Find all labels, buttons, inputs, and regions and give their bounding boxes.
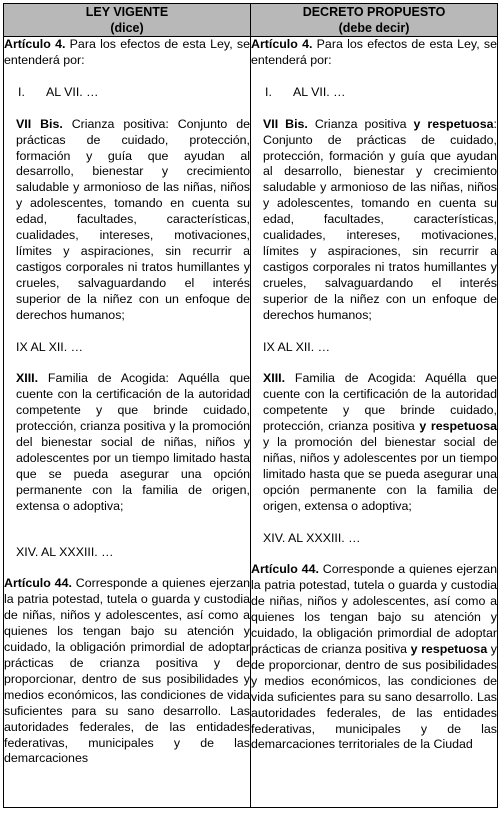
right-art4-text: Para los efectos de esta Ley, se entenderá por:: [251, 37, 497, 67]
right-art44-text-a: Corresponde a quienes ejerzan la patria potestad, tutela o guarda y custodia de niñas, niños y adolescentes, así como a quienes los tengan bajo su atención y cuidado, la obligación primordial de adoptar prácticas de crianza positiva: [251, 562, 497, 656]
left-art4-label: Artículo 4.: [4, 37, 66, 51]
left-vii-text: Crianza positiva: Conjunto de prácticas de cuidado, protección, formación y guía que ayudan al desarrollo, bienestar y crecimiento saludable y armonioso de las niñas, niños y adolescentes, tomando en cuenta su edad, facultades, características, cualidades, intereses, motivaciones, límites y aspiraciones, sin recurrir a castigos corporales ni tratos humillantes y crueles, salvaguardando el interés superior de la niñez con un enfoque de derechos humanos;: [16, 116, 250, 322]
header-right-title: DECRETO PROPUESTO: [302, 5, 446, 19]
content-row: [4, 37, 498, 808]
right-ix-text: IX AL XII. …: [263, 339, 331, 354]
header-ley-vigente: [4, 4, 251, 37]
right-column: [251, 37, 498, 808]
left-article-44: [4, 576, 250, 767]
right-fraction-i: [251, 85, 497, 101]
right-vii-text-b: : Conjunto de prácticas de cuidado, protección, formación y guía que ayudan al desarrollo, bienestar y crecimiento saludable y armonioso de las niñas, niños y adolescentes, tomando en cuenta su edad, facultades, características, cualidades, intereses, motivaciones, límites y aspiraciones, sin recurrir a castigos corporales ni tratos humillantes y crueles, salvaguardando el interés superior de la niñez con un enfoque de derechos humanos;: [263, 116, 497, 322]
header-left-subtitle: (dice): [110, 21, 144, 35]
right-art44-label: Artículo 44.: [251, 562, 319, 577]
right-xiii-amendment: y respetuosa: [419, 419, 497, 434]
right-vii-text-a: Crianza positiva: [307, 116, 414, 131]
right-i-num: I.: [265, 84, 272, 99]
right-i-text: AL VII. …: [293, 84, 346, 99]
left-fraction-xiv: [4, 545, 250, 561]
right-xiii-label: XIII.: [263, 371, 286, 386]
left-fraction-i: [4, 85, 250, 101]
right-vii-label: VII Bis.: [263, 116, 308, 131]
left-xiv-text: XIV. AL XXXIII. …: [16, 544, 114, 559]
header-left-title: LEY VIGENTE: [85, 5, 169, 19]
right-xiv-text: XIV. AL XXXIII. …: [263, 530, 361, 545]
left-ix-text: IX AL XII. …: [16, 339, 84, 354]
header-decreto-propuesto: [251, 4, 498, 37]
right-article-4: [251, 37, 497, 69]
left-i-num: I.: [18, 84, 25, 99]
left-art4-text: Para los efectos de esta Ley, se entenderá por:: [4, 37, 250, 67]
right-vii-amendment: y respetuosa: [413, 116, 494, 131]
left-article-4: [4, 37, 250, 69]
left-art44-text: Corresponde a quienes ejerzan la patria potestad, tutela o guarda y custodia de niñas, niños y adolescentes, así como a quienes los tengan bajo su atención y cuidado, la obligación primordial de adoptar prácticas de crianza positiva y de proporcionar, dentro de sus posibilidades y medios económicos, las condiciones de vida suficientes para su sano desarrollo. Las autoridades federales, de las entidades federativas, municipales y de las demarcaciones: [4, 576, 250, 766]
header-row: [4, 4, 498, 37]
left-vii-label: VII Bis.: [16, 116, 63, 131]
right-art4-label: Artículo 4.: [251, 37, 313, 51]
right-fraction-xiv: [251, 531, 497, 547]
right-fraction-ix: [251, 340, 497, 356]
right-art44-text-b: y de proporcionar, dentro de sus posibilidades y medios económicos, las condiciones de vida suficientes para su sano desarrollo. Las autoridades federales, de las entidades federativas, municipales y de las demarcaciones territoriales de la Ciudad: [251, 642, 497, 752]
left-art44-label: Artículo 44.: [4, 576, 72, 591]
header-right-subtitle: (debe decir): [338, 21, 410, 35]
comparison-table: [3, 3, 498, 808]
left-xiii-label: XIII.: [16, 371, 39, 386]
right-article-44: [251, 562, 497, 753]
left-fraction-ix: [4, 340, 250, 356]
left-fraction-vii-bis: [4, 117, 250, 324]
right-xiii-text-a: Familia de Acogida: Aquélla que cuente con la certificación de la autoridad competente y que brinde cuidado, protección, crianza positiva: [263, 371, 497, 434]
right-xiii-text-b: y la promoción del bienestar social de niñas, niños y adolescentes por un tiempo limitado hasta que se pueda asegurar una opción permanente con la familia de origen, extensa o adoptiva;: [263, 435, 497, 513]
right-art44-amendment: y respetuosa: [410, 642, 488, 656]
left-column: [4, 37, 251, 808]
right-fraction-vii-bis: [251, 117, 497, 324]
left-xiii-text: Familia de Acogida: Aquélla que cuente con la certificación de la autoridad competente y que brinde cuidado, protección, crianza positiva y la promoción del bienestar social de niñas, niños y adolescentes por un tiempo limitado hasta que se pueda asegurar una opción permanente con la familia de origen, extensa o adoptiva;: [16, 371, 250, 513]
left-fraction-xiii: [4, 371, 250, 514]
right-fraction-xiii: [251, 371, 497, 514]
left-i-text: AL VII. …: [46, 84, 99, 99]
